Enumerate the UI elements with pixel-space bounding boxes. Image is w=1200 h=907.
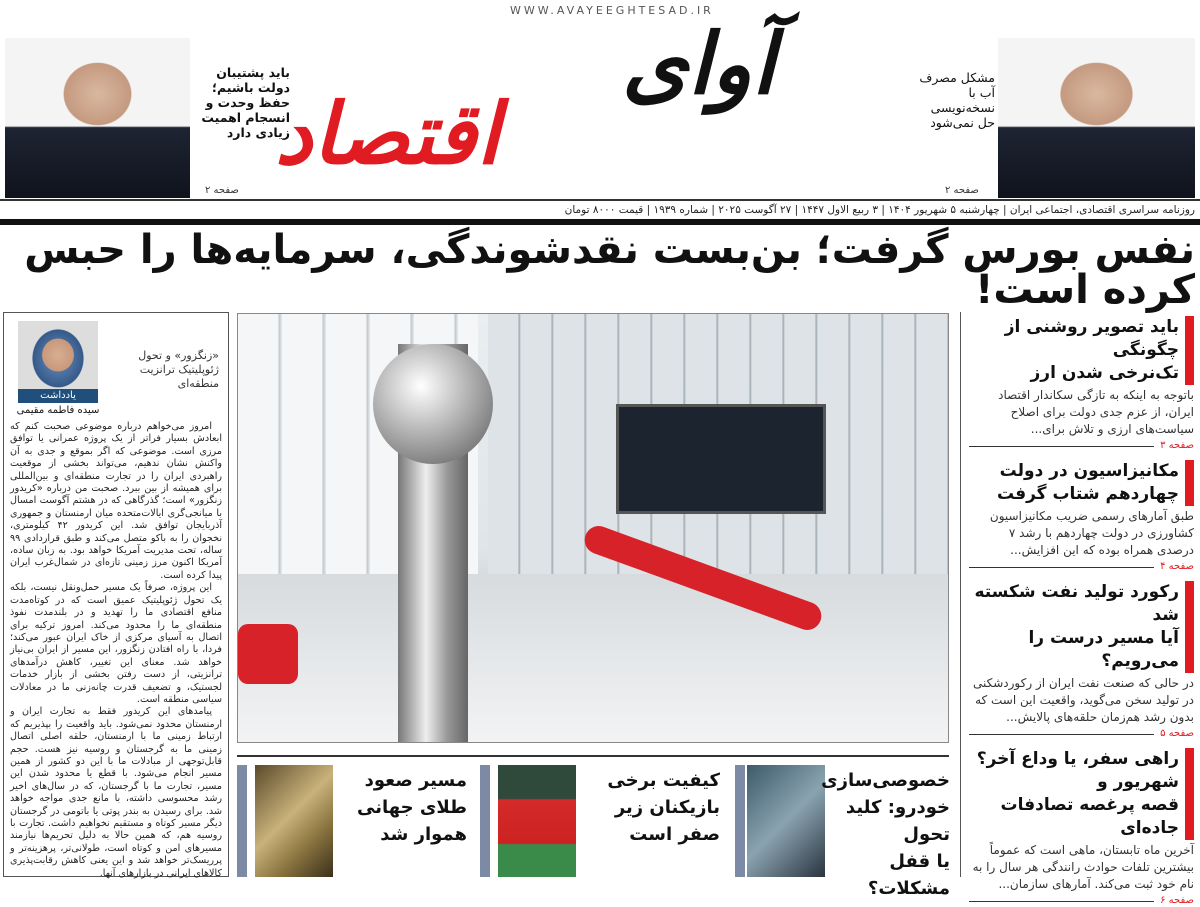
right-teaser-page: صفحه ۲ xyxy=(945,185,979,196)
bottom-row-divider xyxy=(237,755,949,757)
story-title: باید تصویر روشنی از چگونگی تک‌نرخی شدن ارز xyxy=(969,316,1194,385)
news-story[interactable] xyxy=(969,748,1194,907)
story-title: رکورد تولید نفت شکسته شد آیا مسیر درست را می‌رویم؟ xyxy=(969,581,1194,673)
left-teaser-page: صفحه ۲ xyxy=(205,185,239,196)
accent-bar xyxy=(735,765,745,877)
dateline: روزنامه سراسری اقتصادی، اجتماعی ایران | چهارشنبه ۵ شهریور ۱۴۰۴ | ۳ ربیع الاول ۱۴۴۷ | ۲۷ آگوست ۲۰۲۵ | شماره ۱۹۳۹ | قیمت ۸۰۰۰ تومان xyxy=(564,204,1195,216)
title-line: یا قفل مشکلات؟ xyxy=(867,851,950,899)
newspaper-logo xyxy=(265,0,785,195)
left-teaser-photo[interactable] xyxy=(5,38,190,198)
opinion-column xyxy=(3,312,229,877)
title-line: هموار شد xyxy=(380,824,467,845)
story-page-ref: صفحه ۴ xyxy=(969,561,1194,573)
left-teaser-text[interactable]: باید پشتیبان دولت باشیم؛ حفظ وحدت و انسجام اهمیت زیادی دارد xyxy=(201,65,290,140)
accent-bar xyxy=(480,765,490,877)
story-title: راهی سفر، یا وداع آخر؟ شهریور و قصه پرغصه تصادفات جاده‌ای xyxy=(969,748,1194,840)
title-line: طلای جهانی xyxy=(357,797,467,818)
news-story[interactable] xyxy=(969,316,1194,452)
title-line: خودرو: کلید تحول xyxy=(845,797,950,845)
story-photo-football-team xyxy=(498,765,576,877)
opinion-body xyxy=(10,421,222,880)
opinion-paragraph: این پروژه، صرفاً یک مسیر حمل‌ونقل نیست، بلکه یک تحول ژئوپلیتیک عمیق است که در کوتاه‌مدت منافع اقتصادی ما را تهدید و در بلندمدت نفوذ منطقه‌ای ما را محدود می‌کند. امروز ترکیه برای اتصال به آسیای مرکزی از خاک ایران عبور می‌کند؛ فردا، با راه افتادن زنگزور، این مسیر از ایران بی‌نیاز خواهد شد. معنای این تغییر، کاهش درآمدهای ترانزیتی، از دست رفتن بخشی از بازار خدمات لجستیک، و تضعیف قدرت چانه‌زنی ما در معادلات سیاسی منطقه است. xyxy=(10,582,222,705)
main-photo-stock-exchange[interactable] xyxy=(237,313,949,743)
news-story[interactable] xyxy=(969,460,1194,573)
story-photo-car-factory xyxy=(747,765,825,877)
title-line: مسیر صعود xyxy=(364,770,467,791)
right-news-column xyxy=(960,312,1200,906)
right-teaser-text[interactable]: مشکل مصرف آب با نسخه‌نویسی حل نمی‌شود xyxy=(919,70,995,130)
website-url: WWW.AVAYEEGHTESAD.IR xyxy=(510,4,714,17)
bottom-story-gold[interactable] xyxy=(237,765,467,877)
logo-part-2: اقتصاد xyxy=(275,84,500,183)
accent-bar xyxy=(237,765,247,877)
story-excerpt: باتوجه به اینکه به تازگی سکاندار اقتصاد ایران، از عزم جدی دولت برای اصلاح سیاست‌های ارزی و تلاش برای... xyxy=(998,388,1194,436)
opinion-author: سیده فاطمه مقیمی xyxy=(16,405,100,416)
masthead-divider xyxy=(0,199,1200,201)
bottom-story-football[interactable] xyxy=(480,765,720,877)
title-line: بازیکنان زیر xyxy=(614,797,720,818)
story-photo-gold-bar xyxy=(255,765,333,877)
story-title: مکانیزاسیون در دولت چهاردهم شتاب گرفت xyxy=(969,460,1194,506)
story-excerpt: آخرین ماه تابستان، ماهی است که عموماً بیشترین تلفات حوادث رانندگی هر سال را به نام خود ثبت می‌کند. آمارهای سازمان... xyxy=(972,843,1194,891)
photo-red-rope-left xyxy=(238,624,298,684)
story-excerpt: در حالی که صنعت نفت ایران از رکوردشکنی در تولید سخن می‌گوید، واقعیت این است که بدون رشد هم‌زمان حلقه‌های پالایش... xyxy=(972,676,1194,724)
story-title xyxy=(821,767,950,902)
story-page-ref: صفحه ۶ xyxy=(969,895,1194,907)
story-title xyxy=(582,767,720,848)
photo-display-board xyxy=(616,404,826,514)
title-line: صفر است xyxy=(629,824,720,845)
photo-floor xyxy=(238,574,948,742)
title-line: خصوصی‌سازی xyxy=(821,770,950,791)
title-line: کیفیت برخی xyxy=(607,770,720,791)
story-title xyxy=(339,767,467,848)
right-teaser-photo[interactable] xyxy=(998,38,1195,198)
opinion-title[interactable]: «زنگزور» و تحول ژئوپلیتیک ترانزیت منطقه‌ای xyxy=(138,349,219,390)
news-story[interactable] xyxy=(969,581,1194,740)
photo-stanchion-top xyxy=(373,344,493,464)
logo-part-1: آوای xyxy=(622,14,775,113)
opinion-paragraph: پیامدهای این کریدور فقط به تجارت ایران و ارمنستان محدود نمی‌شود. باید واقعیت را بپذیریم که ارتباط زمینی ما با ارمنستان، حلقه اصلی اتصال زمینی ما به گرجستان و روسیه نیز هست. حجم قابل‌توجهی از مبادلات ما با این دو کشور از همین مسیر انجام می‌شود. با قطع یا محدود شدن این مسیر، تجارت ما با گرجستان، که در سال‌های اخیر رشد محسوسی داشته، با مانع جدی مواجه خواهد شد. برای رسیدن به بندر پوتی یا باتومی در گرجستان دیگر مسیر کوتاه و مستقیم نخواهیم داشت. تجارت با روسیه هم، که همین حالا به دلیل تحریم‌ها نیازمند مسیرهای امن و کوتاه است، طولانی‌تر، پرهزینه‌تر و پرریسک‌تر خواهد شد و این یعنی کاهش رقابت‌پذیری کالاهای ایرانی در بازارهای آنها. xyxy=(10,706,222,879)
opinion-badge: یادداشت xyxy=(18,389,98,403)
story-page-ref: صفحه ۵ xyxy=(969,728,1194,740)
main-headline[interactable]: نفس بورس گرفت؛ بن‌بست نقدشوندگی، سرمایه‌ها را حبس کرده است! xyxy=(24,227,1195,313)
bottom-story-cars[interactable] xyxy=(735,765,950,899)
story-page-ref: صفحه ۳ xyxy=(969,440,1194,452)
masthead-bar xyxy=(0,219,1200,225)
story-excerpt: طبق آمارهای رسمی ضریب مکانیزاسیون کشاورزی در دولت چهاردهم با رشد ۷ درصدی همراه بوده که این افزایش... xyxy=(989,509,1194,557)
author-photo xyxy=(18,321,98,389)
opinion-paragraph: امروز می‌خواهم درباره موضوعی صحبت کنم که ابعادش بسیار فراتر از یک پروژه عمرانی یا توافق مرزی است. موضوعی که اگر بموقع و جدی به آن واکنش نشان ندهیم، می‌تواند بخشی از موقعیت راهبردی ایران را در تجارت منطقه‌ای و بین‌المللی برای همیشه از بین ببرد. صحبت من درباره «کریدور زنگزور» است؛ گذرگاهی که در هشتم آگوست امسال با میانجی‌گری ایالات‌متحده میان ارمنستان و جمهوری آذربایجان توافق شد. این کریدور ۴۲ کیلومتری، نخجوان را به باکو متصل می‌کند و طبق قراردادی ۹۹ ساله، تحت مدیریت آمریکا خواهد بود. به زبان ساده، آمریکا اکنون مرز زمینی تازه‌ای در شمال‌غرب ایران پیدا کرده است. xyxy=(10,421,223,581)
